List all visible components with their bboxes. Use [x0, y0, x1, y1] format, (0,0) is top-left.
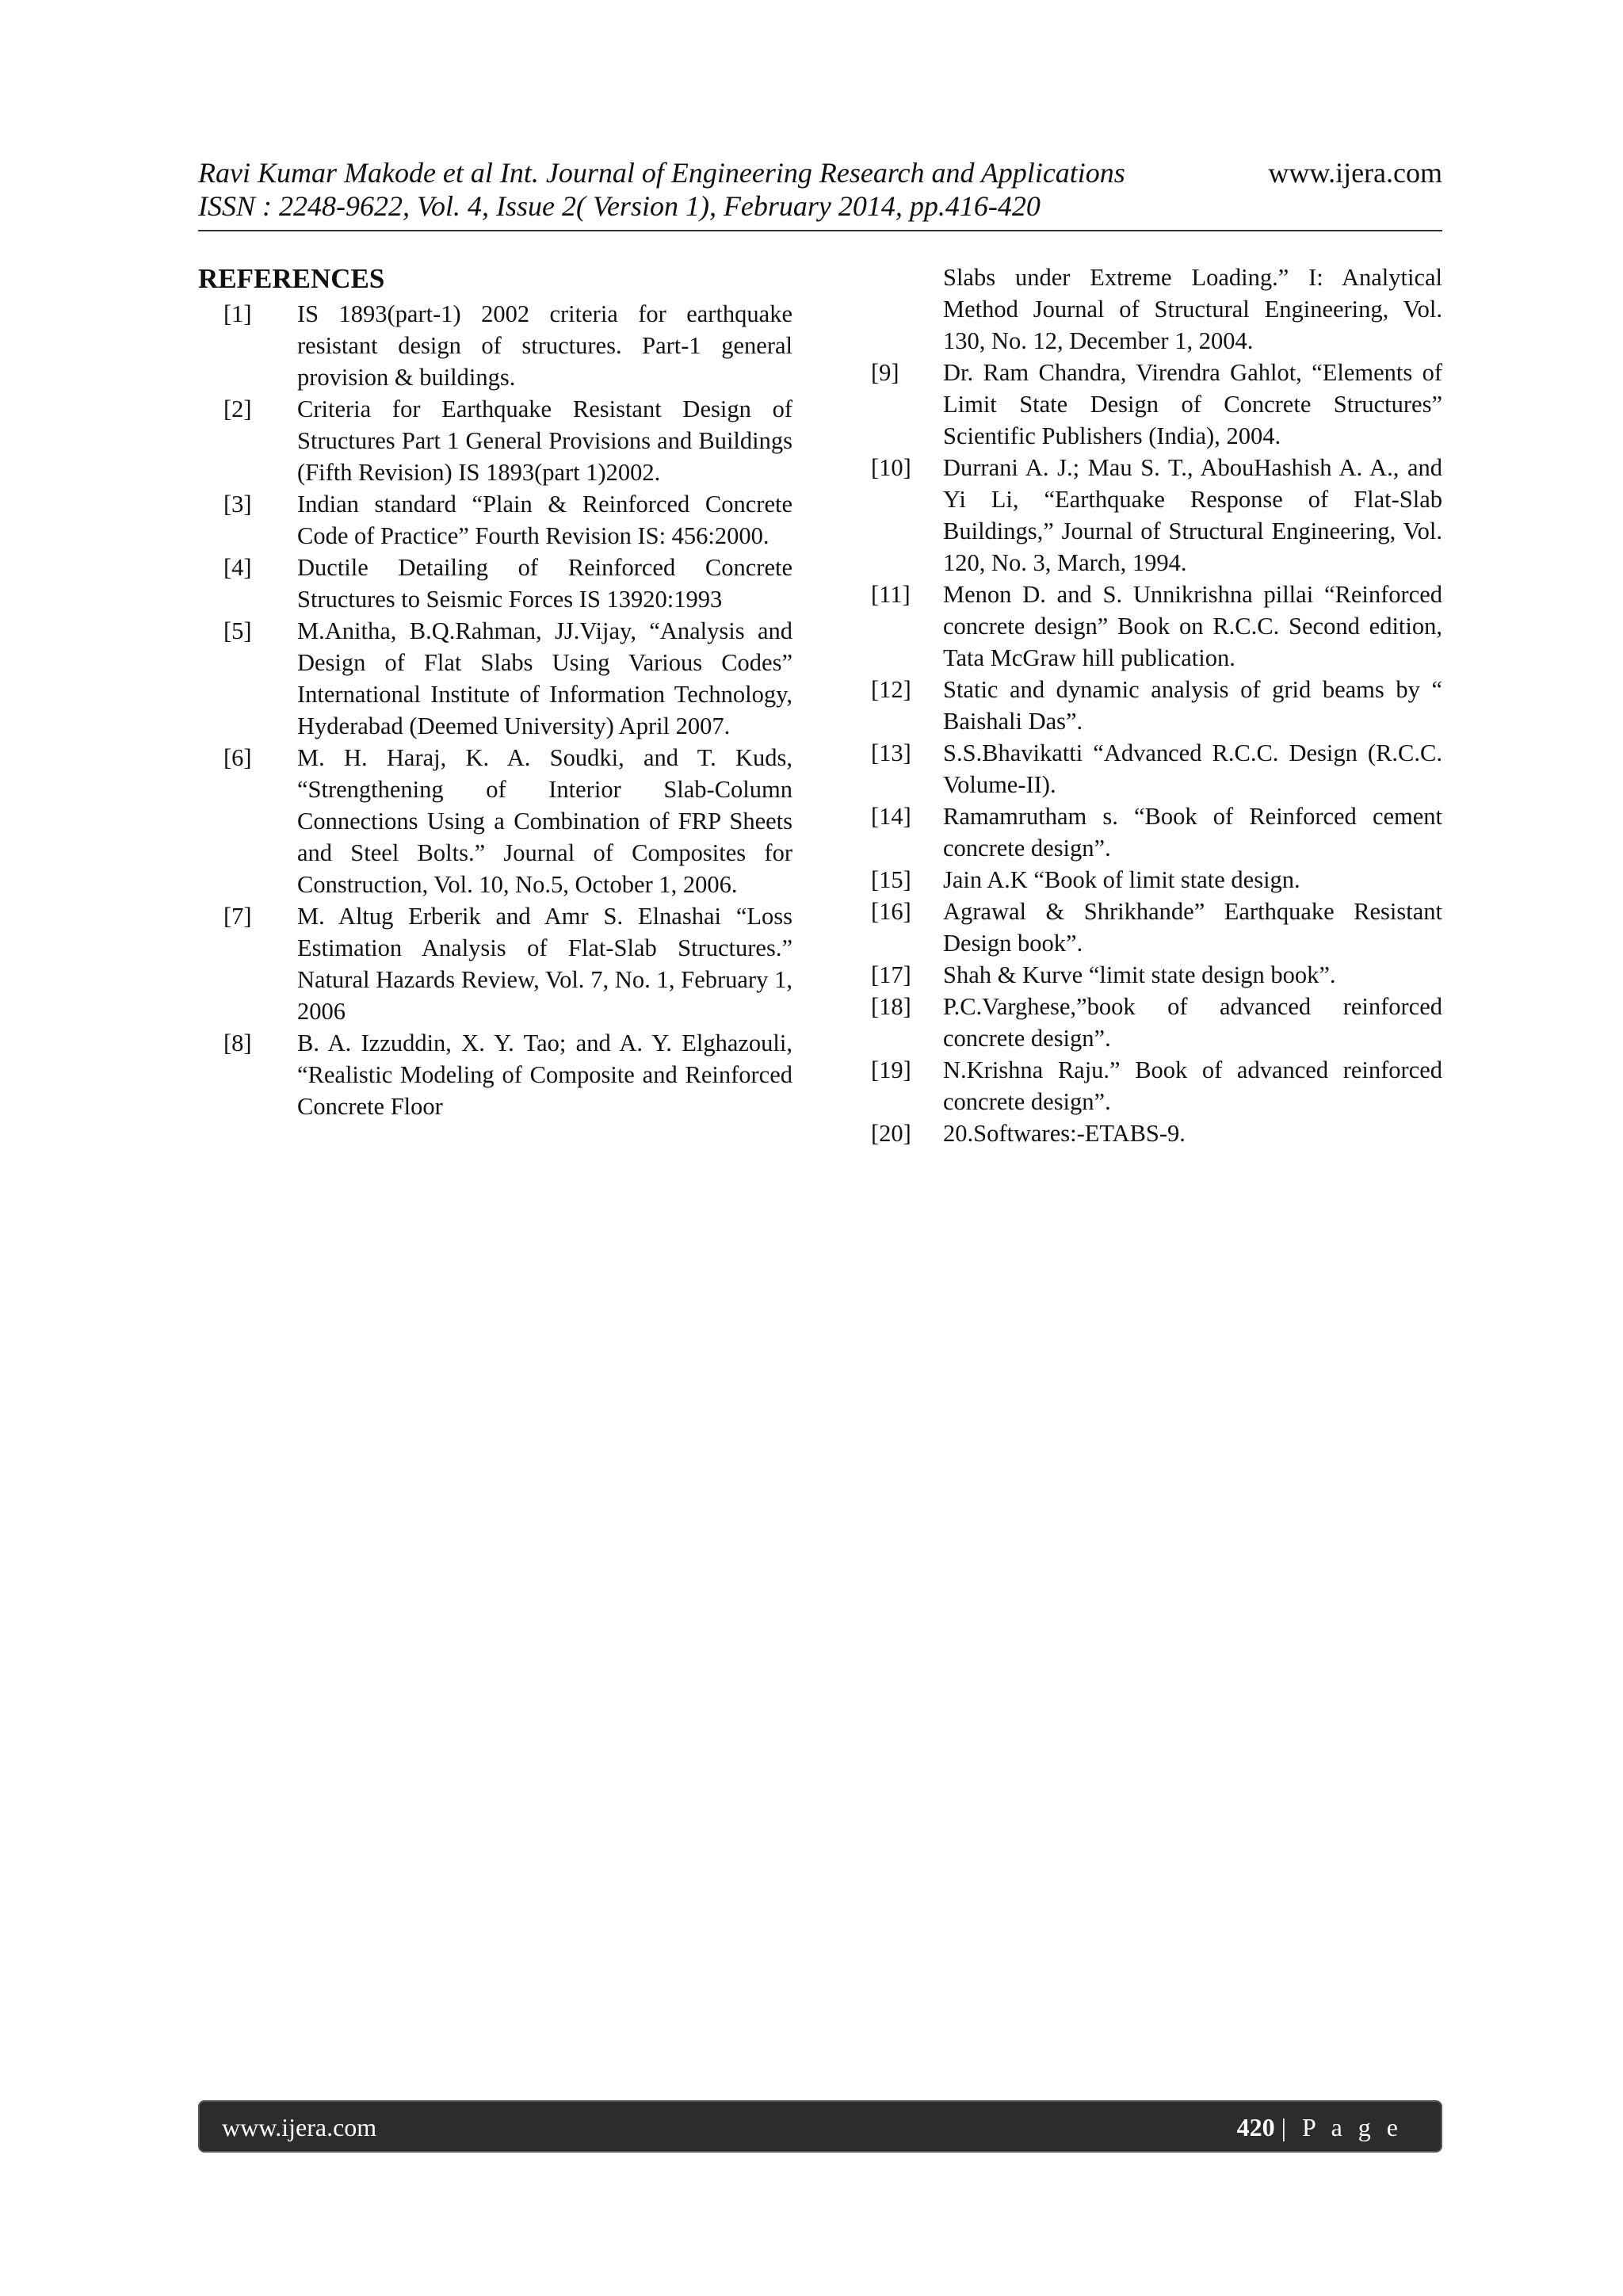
reference-number: [8]	[223, 1030, 252, 1056]
reference-text: Criteria for Earthquake Resistant Design of Structures Part 1 General Provisions and Buildings (Fifth Revision) IS 1893(part 1)2002.	[297, 395, 792, 486]
reference-item	[868, 1054, 1442, 1117]
reference-item	[198, 298, 792, 393]
reference-text: Indian standard “Plain & Reinforced Concrete Code of Practice” Fourth Revision IS: 456:2000.	[297, 491, 792, 549]
reference-text: B. A. Izzuddin, X. Y. Tao; and A. Y. Elghazouli, “Realistic Modeling of Composite and Reinforced Concrete Floor	[297, 1030, 792, 1120]
left-column	[198, 262, 792, 1122]
right-reference-list	[868, 357, 1442, 1149]
page-number: 420	[1236, 2113, 1275, 2141]
reference-number: [14]	[871, 803, 911, 830]
reference-number: [4]	[223, 554, 252, 581]
reference-text: Shah & Kurve “limit state design book”.	[943, 961, 1336, 988]
reference-item	[868, 991, 1442, 1054]
reference-number: [1]	[223, 300, 252, 327]
left-reference-list	[198, 298, 792, 1122]
reference-item	[198, 742, 792, 900]
reference-text: IS 1893(part-1) 2002 criteria for earthquake resistant design of structures. Part-1 general provision & buildings.	[297, 300, 792, 391]
reference-item	[868, 452, 1442, 579]
reference-number: [6]	[223, 744, 252, 771]
reference-item	[198, 488, 792, 552]
reference-item	[868, 896, 1442, 959]
reference-text: 20.Softwares:-ETABS-9.	[943, 1120, 1186, 1147]
reference-number: [9]	[871, 359, 899, 386]
reference-item	[198, 393, 792, 488]
header-website: www.ijera.com	[1268, 157, 1442, 189]
reference-number: [2]	[223, 395, 252, 422]
reference-text: N.Krishna Raju.” Book of advanced reinforced concrete design”.	[943, 1056, 1442, 1115]
reference-text: Agrawal & Shrikhande” Earthquake Resistant Design book”.	[943, 898, 1442, 957]
reference-item	[868, 959, 1442, 991]
reference-number: [18]	[871, 993, 911, 1020]
page-footer	[198, 2100, 1442, 2153]
reference-item	[868, 579, 1442, 674]
reference-continuation: Slabs under Extreme Loading.” I: Analytical Method Journal of Structural Engineering, Vol. 130, No. 12, December 1, 2004.	[943, 264, 1442, 354]
reference-text: P.C.Varghese,”book of advanced reinforced concrete design”.	[943, 993, 1442, 1052]
reference-number: [15]	[871, 866, 911, 893]
page-label: | P a g e	[1281, 2113, 1403, 2141]
reference-text: S.S.Bhavikatti “Advanced R.C.C. Design (R.C.C. Volume-II).	[943, 739, 1442, 798]
reference-number: [7]	[223, 903, 252, 930]
reference-number: [11]	[871, 581, 911, 608]
reference-item	[868, 1117, 1442, 1149]
reference-number: [3]	[223, 491, 252, 518]
reference-text: M. H. Haraj, K. A. Soudki, and T. Kuds, “Strengthening of Interior Slab-Column Connections Using a Combination of FRP Sheets and Steel Bolts.” Journal of Composites for Construction, Vol. 10, No.5, October 1, 2006.	[297, 744, 792, 898]
reference-number: [10]	[871, 454, 911, 481]
reference-number: [16]	[871, 898, 911, 925]
reference-text: Durrani A. J.; Mau S. T., AbouHashish A. A., and Yi Li, “Earthquake Response of Flat-Slab Buildings,” Journal of Structural Engineering, Vol. 120, No. 3, March, 1994.	[943, 454, 1442, 576]
reference-text: Jain A.K “Book of limit state design.	[943, 866, 1300, 893]
reference-text: Menon D. and S. Unnikrishna pillai “Reinforced concrete design” Book on R.C.C. Second edition, Tata McGraw hill publication.	[943, 581, 1442, 671]
reference-text: Ductile Detailing of Reinforced Concrete Structures to Seismic Forces IS 13920:1993	[297, 554, 792, 613]
reference-item	[868, 864, 1442, 896]
reference-item	[198, 900, 792, 1027]
reference-item	[198, 552, 792, 615]
reference-text: Dr. Ram Chandra, Virendra Gahlot, “Elements of Limit State Design of Concrete Structures” Scientific Publishers (India), 2004.	[943, 359, 1442, 449]
reference-text: M. Altug Erberik and Amr S. Elnashai “Loss Estimation Analysis of Flat-Slab Structures.” Natural Hazards Review, Vol. 7, No. 1, February 1, 2006	[297, 903, 792, 1025]
page-header	[198, 155, 1442, 231]
reference-text: M.Anitha, B.Q.Rahman, JJ.Vijay, “Analysis and Design of Flat Slabs Using Various Codes” International Institute of Information Technology, Hyderabad (Deemed University) April 2007.	[297, 617, 792, 739]
reference-item	[868, 674, 1442, 737]
journal-line: Ravi Kumar Makode et al Int. Journal of Engineering Research and Applications	[198, 157, 1125, 189]
reference-number: [13]	[871, 739, 911, 766]
reference-item	[868, 737, 1442, 800]
reference-number: [5]	[223, 617, 252, 644]
reference-number: [12]	[871, 676, 911, 703]
footer-website: www.ijera.com	[222, 2113, 377, 2141]
issue-line: ISSN : 2248-9622, Vol. 4, Issue 2( Version 1), February 2014, pp.416-420	[198, 190, 1041, 222]
reference-item	[198, 1027, 792, 1122]
reference-number: [17]	[871, 961, 911, 988]
reference-item	[198, 615, 792, 742]
page-indicator	[1237, 2111, 1403, 2143]
reference-text: Ramamrutham s. “Book of Reinforced cement concrete design”.	[943, 803, 1442, 861]
references-title: REFERENCES	[198, 263, 385, 294]
reference-number: [20]	[871, 1120, 911, 1147]
reference-item	[868, 800, 1442, 864]
right-column	[868, 262, 1442, 1149]
reference-item	[868, 357, 1442, 452]
reference-text: Static and dynamic analysis of grid beams by “ Baishali Das”.	[943, 676, 1442, 735]
reference-number: [19]	[871, 1056, 911, 1083]
